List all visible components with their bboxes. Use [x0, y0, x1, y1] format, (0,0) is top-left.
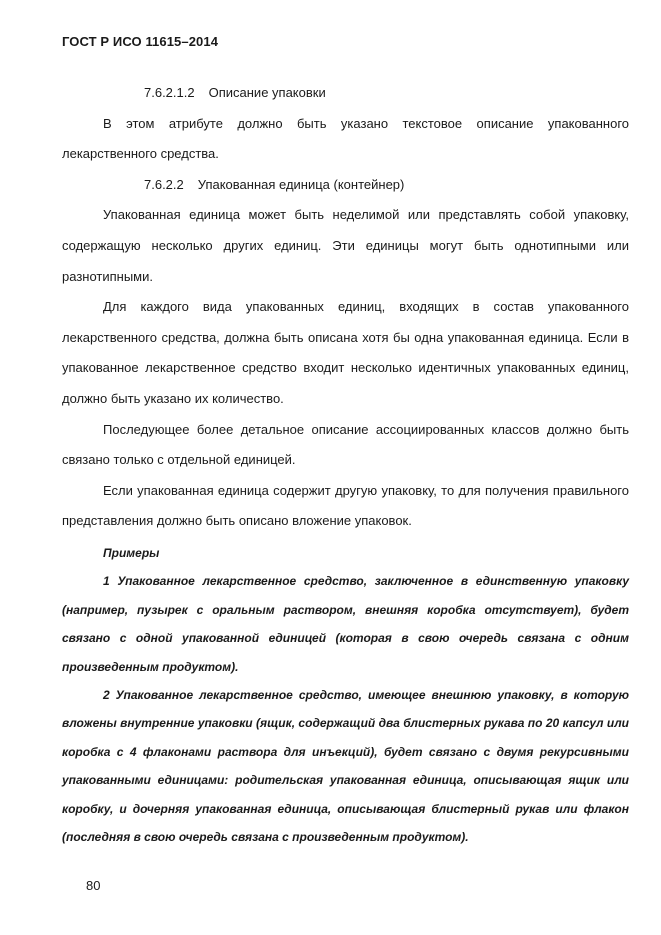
section-title: Упакованная единица (контейнер)	[197, 176, 405, 192]
paragraph-packaging-description: В этом атрибуте должно быть указано текстовое описание упакованного лекарственного средства.	[62, 115, 629, 162]
section-heading-packaging-description	[62, 78, 629, 109]
document-body	[62, 78, 629, 851]
paragraph-associated-classes: Последующее более детальное описание ассоциированных классов должно быть связано только с отдельной единицей.	[62, 421, 629, 468]
example-2: 2 Упакованное лекарственное средство, имеющее внешнюю упаковку, в которую вложены внутренние упаковки (ящик, содержащий два блистерных рукава по 20 капсул или коробка с 4 флаконами раствора для инъекций), будет связано с двумя рекурсивными упакованными единицами: родительская упакованная единица, описывающая ящик или коробку, и дочерняя упакованная единица, описывающая блистерный рукав или флакон (последняя в свою очередь связана с произведенным продуктом).	[62, 687, 629, 844]
paragraph-nesting: Если упакованная единица содержит другую упаковку, то для получения правильного представления должно быть описано вложение упаковок.	[62, 482, 629, 529]
example-1: 1 Упакованное лекарственное средство, заключенное в единственную упаковку (например, пузырек с оральным раствором, внешняя коробка отсутствует), будет связано с одной упакованной единицей (которая в свою очередь связана с одним произведенным продуктом).	[62, 574, 629, 674]
section-heading-packaged-unit	[62, 170, 629, 201]
examples-block	[62, 539, 629, 851]
paragraph-packaged-unit-definition: Упакованная единица может быть неделимой или представлять собой упаковку, содержащую несколько других единиц. Эти единицы могут быть однотипными или разнотипными.	[62, 207, 629, 284]
section-number: 7.6.2.2	[144, 176, 184, 192]
examples-heading: Примеры	[103, 545, 160, 560]
paragraph-packaged-unit-requirement: Для каждого вида упакованных единиц, входящих в состав упакованного лекарственного средства, должна быть описана хотя бы одна упакованная единица. Если в упакованное лекарственное средство входит несколько идентичных упакованных единиц, должно быть указано их количество.	[62, 299, 629, 406]
page-number: 80	[86, 878, 101, 893]
document-header-title: ГОСТ Р ИСО 11615–2014	[62, 34, 219, 49]
section-number: 7.6.2.1.2	[144, 85, 195, 100]
section-title: Описание упаковки	[208, 85, 326, 100]
